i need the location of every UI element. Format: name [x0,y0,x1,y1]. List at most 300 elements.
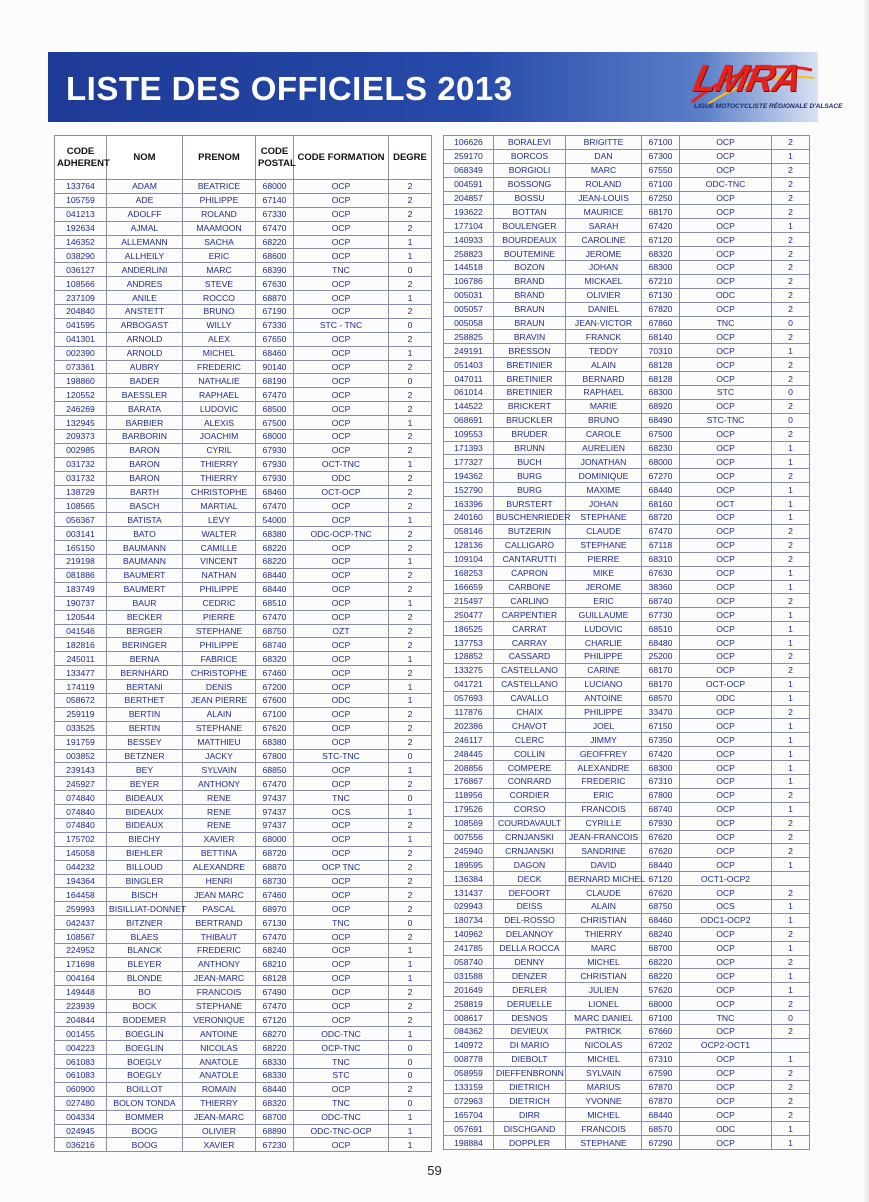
cell-code-postal: 67620 [642,844,680,858]
cell-code-postal: 68160 [642,497,680,511]
cell-nom: BOZON [494,261,566,275]
cell-code-formation: OCT [680,497,772,511]
cell-code-adherent: 109104 [444,552,494,566]
cell-degre: 1 [772,719,810,733]
cell-code-postal: 57620 [642,983,680,997]
cell-code-adherent: 163396 [444,497,494,511]
cell-code-adherent: 074840 [55,805,107,819]
table-row [55,249,432,263]
table-row [55,541,432,555]
cell-code-formation: STC - TNC [294,318,389,332]
header-prenom: PRENOM [183,136,256,180]
cell-prenom: STEVE [183,277,256,291]
cell-code-adherent: 133764 [55,180,107,194]
cell-code-formation: OCP [294,416,389,430]
table-row [444,552,810,566]
cell-code-formation: OCP [294,610,389,624]
cell-code-postal: 67100 [642,1011,680,1025]
cell-code-adherent: 072963 [444,1094,494,1108]
cell-code-postal: 68700 [642,941,680,955]
cell-code-adherent: 074840 [55,818,107,832]
cell-prenom: STEPHANE [566,511,642,525]
table-row [55,180,432,194]
cell-code-formation: OCP [294,707,389,721]
cell-code-adherent: 249191 [444,344,494,358]
cell-code-adherent: 042437 [55,916,107,930]
cell-prenom: MARC [566,163,642,177]
cell-code-adherent: 137753 [444,636,494,650]
cell-code-postal: 67470 [256,388,294,402]
cell-degre: 1 [772,899,810,913]
cell-prenom: MARC [566,941,642,955]
cell-prenom: OLIVIER [183,1124,256,1138]
cell-code-postal: 67860 [642,316,680,330]
cell-code-adherent: 133275 [444,663,494,677]
cell-prenom: MAXIME [566,483,642,497]
cell-code-postal: 67270 [642,469,680,483]
cell-code-adherent: 036127 [55,263,107,277]
table-row [444,594,810,608]
cell-prenom: LEVY [183,513,256,527]
table-row [444,261,810,275]
cell-code-formation: OCP [680,997,772,1011]
title-banner [48,52,843,122]
cell-code-formation: OCP [680,761,772,775]
table-row [55,235,432,249]
cell-degre: 2 [389,193,432,207]
cell-code-adherent: 051403 [444,358,494,372]
cell-prenom: RAPHAEL [566,386,642,400]
cell-code-postal: 67820 [642,302,680,316]
cell-prenom: CLAUDE [566,886,642,900]
cell-code-postal: 67140 [256,193,294,207]
cell-code-postal: 67800 [256,749,294,763]
cell-nom: CARBONE [494,580,566,594]
cell-code-formation: OCP [680,538,772,552]
cell-code-postal: 67870 [642,1094,680,1108]
cell-degre: 0 [389,263,432,277]
cell-prenom: FRANCOIS [566,1122,642,1136]
cell-nom: DIETRICH [494,1080,566,1094]
cell-code-formation: OCP [680,1066,772,1080]
cell-nom: BAUMERT [107,568,183,582]
table-row [55,680,432,694]
cell-code-postal: 67202 [642,1038,680,1052]
cell-prenom: MAAMOON [183,221,256,235]
cell-nom: CASSARD [494,649,566,663]
cell-nom: COMPERE [494,761,566,775]
table-row [55,693,432,707]
cell-code-adherent: 193622 [444,205,494,219]
cell-code-formation: OCP [680,302,772,316]
table-row [444,927,810,941]
cell-code-postal: 67150 [642,719,680,733]
cell-code-adherent: 138729 [55,485,107,499]
cell-degre: 1 [389,680,432,694]
cell-nom: BIDEAUX [107,805,183,819]
table-row [444,191,810,205]
table-row [55,513,432,527]
cell-code-postal: 68490 [642,413,680,427]
cell-code-formation: OCP [680,344,772,358]
cell-code-adherent: 174119 [55,680,107,694]
cell-degre: 2 [389,930,432,944]
cell-degre: 1 [772,747,810,761]
cell-code-postal: 68240 [642,927,680,941]
cell-code-postal: 67300 [642,149,680,163]
cell-code-postal: 67100 [642,177,680,191]
cell-code-adherent: 202386 [444,719,494,733]
cell-degre [772,872,810,886]
cell-nom: BRAUN [494,316,566,330]
cell-code-postal: 67190 [256,305,294,319]
table-row [55,652,432,666]
header-code-postal: CODE POSTAL [256,136,294,180]
cell-nom: DESNOS [494,1011,566,1025]
cell-nom: BAESSLER [107,388,183,402]
cell-code-adherent: 061014 [444,386,494,400]
cell-nom: CRNJANSKI [494,844,566,858]
table-row [444,858,810,872]
cell-degre: 2 [389,902,432,916]
cell-code-postal: 67470 [256,499,294,513]
cell-degre: 2 [389,999,432,1013]
table-row [444,441,810,455]
cell-code-adherent: 132945 [55,416,107,430]
cell-nom: DENZER [494,969,566,983]
cell-code-adherent: 008617 [444,1011,494,1025]
cell-degre: 2 [772,302,810,316]
cell-nom: BORCOS [494,149,566,163]
table-row [444,330,810,344]
cell-degre: 2 [772,261,810,275]
cell-code-adherent: 004334 [55,1110,107,1124]
cell-code-formation: OCP [294,999,389,1013]
cell-code-postal: 67290 [642,1136,680,1150]
table-row [55,1027,432,1041]
cell-degre: 1 [389,943,432,957]
cell-code-adherent: 177327 [444,455,494,469]
cell-prenom: DAVID [566,858,642,872]
cell-degre: 2 [772,399,810,413]
cell-code-formation: OCP [680,830,772,844]
cell-code-adherent: 047011 [444,372,494,386]
cell-code-formation: OCP [294,513,389,527]
cell-degre: 1 [389,957,432,971]
cell-prenom: JEAN PIERRE [183,693,256,707]
cell-nom: BRETINIER [494,358,566,372]
cell-code-postal: 67650 [256,332,294,346]
cell-degre: 2 [772,469,810,483]
cell-nom: CALLIGARO [494,538,566,552]
cell-code-adherent: 149448 [55,985,107,999]
cell-nom: CLERC [494,733,566,747]
cell-code-adherent: 041301 [55,332,107,346]
cell-code-postal: 67500 [256,416,294,430]
cell-prenom: GEOFFREY [566,747,642,761]
cell-nom: BURG [494,483,566,497]
cell-degre: 1 [772,1136,810,1150]
cell-code-formation: OCP [294,971,389,985]
cell-prenom: ALEXANDRE [183,860,256,874]
cell-code-postal: 67470 [256,221,294,235]
cell-degre: 1 [389,596,432,610]
cell-nom: BIECHY [107,832,183,846]
cell-nom: DEL-ROSSO [494,913,566,927]
cell-code-formation: OCP [680,524,772,538]
table-row [55,749,432,763]
cell-nom: BOCK [107,999,183,1013]
cell-prenom: AURELIEN [566,441,642,455]
cell-code-postal: 67350 [642,733,680,747]
cell-degre: 1 [772,219,810,233]
cell-code-postal: 68220 [256,1041,294,1055]
cell-code-formation: OCP [294,874,389,888]
cell-prenom: CEDRIC [183,596,256,610]
cell-code-adherent: 058740 [444,955,494,969]
cell-prenom: ANTHONY [183,777,256,791]
table-row [55,499,432,513]
cell-nom: BOSSONG [494,177,566,191]
cell-code-formation: OCP [294,596,389,610]
cell-nom: BARATA [107,402,183,416]
table-row [444,886,810,900]
table-row [55,707,432,721]
cell-degre: 2 [389,471,432,485]
cell-code-formation: OCP [680,608,772,622]
cell-prenom: MARC [183,263,256,277]
cell-prenom: ALEX [183,332,256,346]
cell-code-formation: OCP [680,705,772,719]
cell-nom: BURSTERT [494,497,566,511]
table-row [444,1136,810,1150]
cell-nom: BOSSU [494,191,566,205]
header-code-adherent: CODE ADHERENT [55,136,107,180]
cell-code-formation: OCP [294,499,389,513]
cell-degre: 2 [389,485,432,499]
cell-nom: ALLEMANN [107,235,183,249]
cell-code-postal: 68720 [256,846,294,860]
cell-degre: 2 [389,860,432,874]
cell-prenom: PATRICK [566,1025,642,1039]
cell-prenom: WALTER [183,527,256,541]
cell-code-formation: OCP [680,886,772,900]
cell-code-adherent: 201649 [444,983,494,997]
cell-degre: 1 [772,441,810,455]
cell-degre: 2 [389,1013,432,1027]
cell-code-postal: 68850 [256,763,294,777]
cell-prenom: ANATOLE [183,1069,256,1083]
cell-code-postal: 67420 [642,747,680,761]
cell-code-formation: OCP [680,191,772,205]
cell-degre: 2 [772,538,810,552]
cell-code-adherent: 146352 [55,235,107,249]
cell-code-formation: ODC [680,1122,772,1136]
cell-degre: 1 [772,566,810,580]
cell-code-postal: 67100 [642,136,680,150]
cell-nom: ANILE [107,291,183,305]
cell-code-postal: 67930 [256,443,294,457]
cell-code-formation: OCP [680,941,772,955]
cell-code-postal: 68320 [642,247,680,261]
cell-code-postal: 68000 [642,455,680,469]
cell-nom: BAUMANN [107,541,183,555]
cell-prenom: ALAIN [183,707,256,721]
cell-code-formation: OCP [294,193,389,207]
cell-code-formation: OCP [680,261,772,275]
cell-nom: DELLA ROCCA [494,941,566,955]
cell-code-adherent: 005057 [444,302,494,316]
cell-prenom: ERIC [183,249,256,263]
table-row [444,830,810,844]
cell-prenom: CLAUDE [566,524,642,538]
table-row [444,608,810,622]
table-row [55,193,432,207]
cell-degre: 1 [772,608,810,622]
cell-degre: 2 [772,136,810,150]
cell-code-adherent: 068691 [444,413,494,427]
cell-nom: CARLINO [494,594,566,608]
cell-code-adherent: 109553 [444,427,494,441]
cell-prenom: JEAN-VICTOR [566,316,642,330]
cell-code-adherent: 219198 [55,555,107,569]
table-row [55,221,432,235]
cell-prenom: MICHEL [566,955,642,969]
cell-nom: BERGER [107,624,183,638]
table-row [444,677,810,691]
cell-code-adherent: 118956 [444,788,494,802]
cell-prenom: THIBAUT [183,930,256,944]
cell-degre: 0 [772,413,810,427]
cell-code-formation: OCP [680,247,772,261]
cell-nom: BORGIOLI [494,163,566,177]
cell-degre: 2 [772,288,810,302]
cell-code-formation: OCP [680,636,772,650]
cell-code-postal: 68170 [642,663,680,677]
cell-nom: BAUMANN [107,555,183,569]
cell-code-postal: 68230 [642,441,680,455]
table-row [444,1025,810,1039]
cell-code-adherent: 058672 [55,693,107,707]
cell-code-adherent: 176867 [444,774,494,788]
cell-code-adherent: 061083 [55,1055,107,1069]
cell-code-formation: OCP [294,402,389,416]
cell-code-postal: 68740 [256,638,294,652]
cell-code-postal: 67330 [256,207,294,221]
cell-prenom: RENE [183,805,256,819]
cell-degre: 2 [389,777,432,791]
cell-prenom: FREDERIC [183,943,256,957]
cell-degre: 1 [389,1110,432,1124]
cell-prenom: FREDERIC [183,360,256,374]
cell-nom: BO [107,985,183,999]
cell-degre: 2 [772,177,810,191]
cell-degre: 2 [772,233,810,247]
cell-degre: 2 [389,666,432,680]
cell-code-postal: 67120 [642,233,680,247]
cell-prenom: MICHEL [566,1108,642,1122]
table-header-row [55,136,432,180]
table-row [444,663,810,677]
cell-degre: 1 [389,652,432,666]
cell-code-postal: 68220 [256,541,294,555]
table-row [444,899,810,913]
cell-code-postal: 67620 [256,721,294,735]
cell-code-postal: 67250 [642,191,680,205]
cell-code-adherent: 237109 [55,291,107,305]
cell-code-postal: 67200 [256,680,294,694]
cell-code-postal: 68140 [642,330,680,344]
cell-nom: CORDIER [494,788,566,802]
cell-code-formation: TNC [294,791,389,805]
cell-prenom: FABRICE [183,652,256,666]
cell-code-formation: OCT-TNC [294,457,389,471]
cell-nom: BOEGLY [107,1069,183,1083]
table-row [55,985,432,999]
cell-code-postal: 68300 [642,261,680,275]
table-row [55,791,432,805]
cell-degre: 1 [389,555,432,569]
page-edge [863,0,869,1202]
cell-nom: BOEGLIN [107,1041,183,1055]
table-row [444,719,810,733]
cell-code-formation: OCP [680,844,772,858]
cell-prenom: MARIUS [566,1080,642,1094]
cell-prenom: MARTIAL [183,499,256,513]
cell-code-formation: OCP [680,455,772,469]
cell-code-postal: 68210 [256,957,294,971]
table-row [55,777,432,791]
cell-nom: ADAM [107,180,183,194]
cell-prenom: SACHA [183,235,256,249]
cell-nom: BRUCKLER [494,413,566,427]
cell-nom: BURG [494,469,566,483]
cell-code-formation: OCP [294,888,389,902]
cell-prenom: BRIGITTE [566,136,642,150]
cell-degre: 1 [389,971,432,985]
cell-code-postal: 68700 [256,1110,294,1124]
cell-prenom: JACKY [183,749,256,763]
cell-prenom: JOACHIM [183,430,256,444]
cell-degre: 2 [772,1080,810,1094]
cell-code-formation: OCT-OCP [294,485,389,499]
cell-code-adherent: 058146 [444,524,494,538]
cell-degre: 2 [772,1094,810,1108]
table-row [55,527,432,541]
cell-nom: ANDRES [107,277,183,291]
cell-code-postal: 67630 [256,277,294,291]
cell-prenom: STEPHANE [183,999,256,1013]
cell-degre: 2 [389,402,432,416]
cell-prenom: ROLAND [183,207,256,221]
cell-code-adherent: 031732 [55,471,107,485]
cell-nom: DIEFFENBRONN [494,1066,566,1080]
cell-code-postal: 67620 [642,886,680,900]
cell-code-postal: 68128 [256,971,294,985]
cell-code-formation: OCP TNC [294,860,389,874]
cell-code-adherent: 041721 [444,677,494,691]
cell-degre: 1 [772,580,810,594]
cell-degre: 2 [389,388,432,402]
table-row [444,538,810,552]
cell-degre: 1 [389,513,432,527]
table-row [444,427,810,441]
table-row [444,497,810,511]
cell-code-postal: 68890 [256,1124,294,1138]
cell-nom: BRESSON [494,344,566,358]
cell-prenom: SARAH [566,219,642,233]
cell-degre: 0 [772,316,810,330]
